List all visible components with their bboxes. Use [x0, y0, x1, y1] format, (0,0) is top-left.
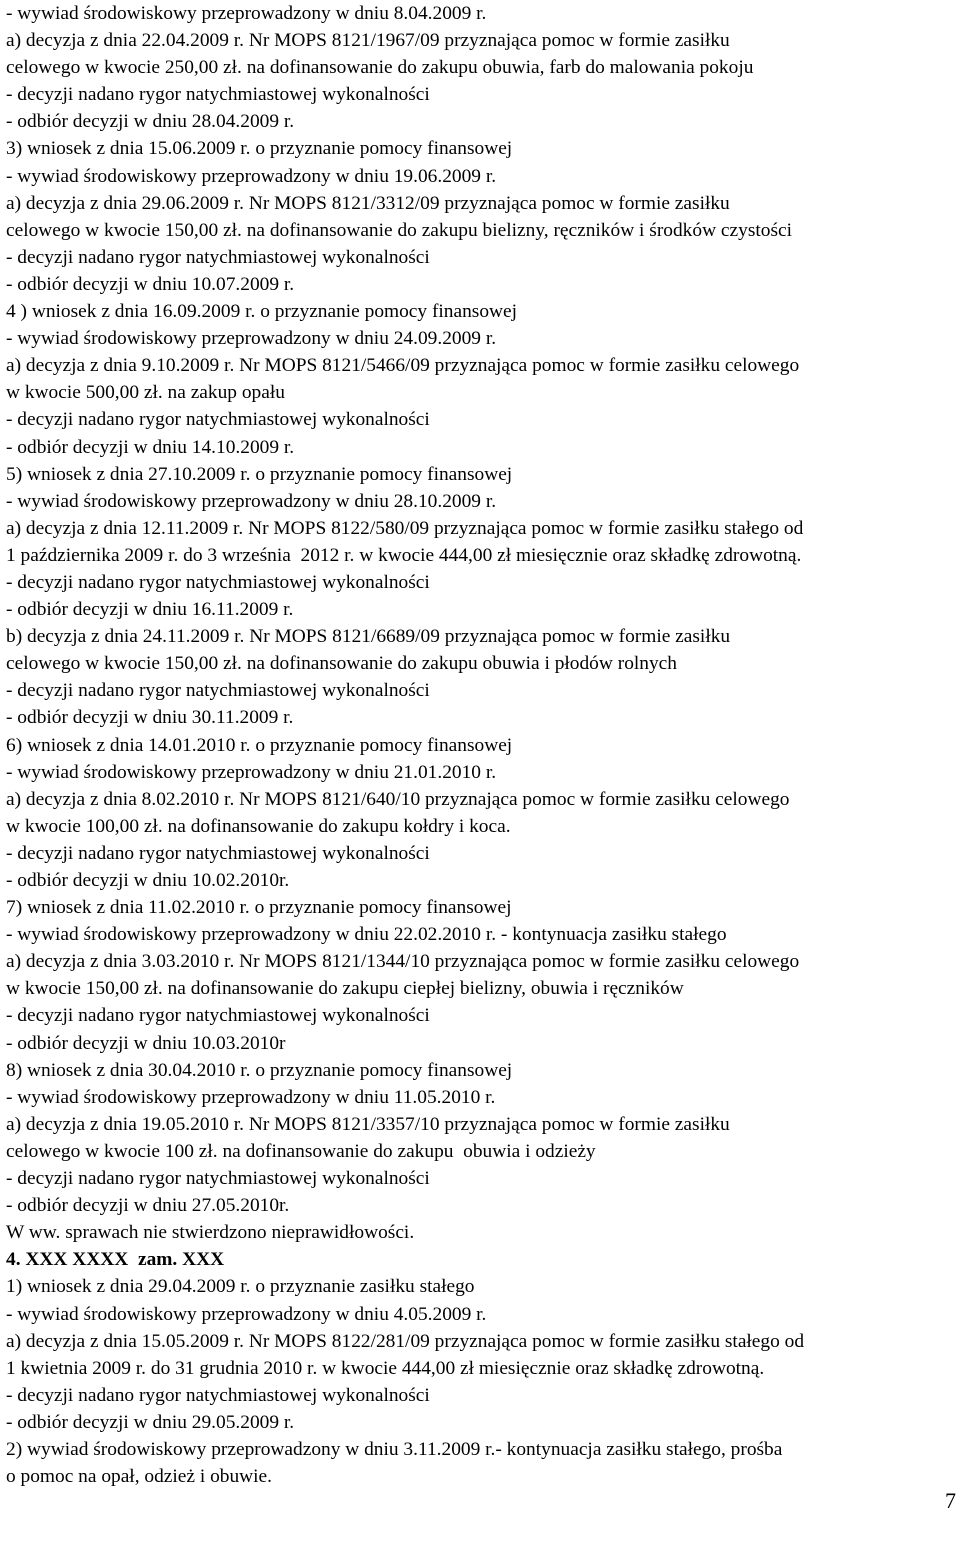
text-line: w kwocie 500,00 zł. na zakup opału — [6, 382, 285, 404]
document-page — [6, 0, 960, 1490]
text-line: - wywiad środowiskowy przeprowadzony w dniu 21.01.2010 r. — [6, 761, 497, 783]
text-line: celowego w kwocie 150,00 zł. na dofinansowanie do zakupu obuwia i płodów rolnych — [6, 653, 677, 675]
text-line: - decyzji nadano rygor natychmiastowej wykonalności — [6, 409, 430, 431]
text-line: - decyzji nadano rygor natychmiastowej wykonalności — [6, 1168, 430, 1190]
text-line: 1) wniosek z dnia 29.04.2009 r. o przyznanie zasiłku stałego — [6, 1276, 475, 1298]
text-line: - odbiór decyzji w dniu 27.05.2010r. — [6, 1195, 290, 1217]
text-line: - odbiór decyzji w dniu 16.11.2009 r. — [6, 599, 294, 621]
text-line: 4 ) wniosek z dnia 16.09.2009 r. o przyznanie pomocy finansowej — [6, 301, 518, 323]
text-line: 7) wniosek z dnia 11.02.2010 r. o przyznanie pomocy finansowej — [6, 897, 512, 919]
text-line: - wywiad środowiskowy przeprowadzony w dniu 24.09.2009 r. — [6, 328, 497, 350]
text-line: - wywiad środowiskowy przeprowadzony w dniu 8.04.2009 r. — [6, 3, 487, 24]
text-line: a) decyzja z dnia 22.04.2009 r. Nr MOPS 8121/1967/09 przyznająca pomoc w formie zasiłku — [6, 30, 730, 52]
text-line: - odbiór decyzji w dniu 29.05.2009 r. — [6, 1411, 295, 1433]
text-line: - wywiad środowiskowy przeprowadzony w dniu 19.06.2009 r. — [6, 165, 497, 187]
text-line: w kwocie 150,00 zł. na dofinansowanie do zakupu ciepłej bielizny, obuwia i ręczników — [6, 978, 684, 1000]
text-line: - odbiór decyzji w dniu 30.11.2009 r. — [6, 707, 294, 729]
text-line: o pomoc na opał, odzież i obuwie. — [6, 1466, 273, 1488]
text-line: W ww. sprawach nie stwierdzono nieprawidłowości. — [6, 1222, 415, 1244]
text-line: - wywiad środowiskowy przeprowadzony w dniu 28.10.2009 r. — [6, 490, 497, 512]
text-line: 3) wniosek z dnia 15.06.2009 r. o przyznanie pomocy finansowej — [6, 138, 513, 160]
text-line: celowego w kwocie 100 zł. na dofinansowanie do zakupu obuwia i odzieży — [6, 1140, 596, 1162]
text-line: a) decyzja z dnia 12.11.2009 r. Nr MOPS 8122/580/09 przyznająca pomoc w formie zasiłku stałego od — [6, 517, 804, 539]
text-line: - odbiór decyzji w dniu 10.02.2010r. — [6, 870, 290, 891]
text-line: - wywiad środowiskowy przeprowadzony w dniu 22.02.2010 r. - kontynuacja zasiłku stałego — [6, 924, 727, 946]
text-line: - decyzji nadano rygor natychmiastowej wykonalności — [6, 680, 430, 702]
text-line: - decyzji nadano rygor natychmiastowej wykonalności — [6, 1005, 430, 1027]
text-line: - odbiór decyzji w dniu 10.03.2010r — [6, 1032, 286, 1054]
text-line: a) decyzja z dnia 19.05.2010 r. Nr MOPS 8121/3357/10 przyznająca pomoc w formie zasiłku — [6, 1113, 730, 1135]
text-line: a) decyzja z dnia 9.10.2009 r. Nr MOPS 8121/5466/09 przyznająca pomoc w formie zasiłku celowego — [6, 355, 800, 377]
text-line: - decyzji nadano rygor natychmiastowej wykonalności — [6, 1384, 430, 1406]
text-line: - decyzji nadano rygor natychmiastowej wykonalności — [6, 246, 430, 268]
text-line: - wywiad środowiskowy przeprowadzony w dniu 11.05.2010 r. — [6, 1086, 496, 1108]
text-line: 5) wniosek z dnia 27.10.2009 r. o przyznanie pomocy finansowej — [6, 463, 513, 485]
text-line: w kwocie 100,00 zł. na dofinansowanie do zakupu kołdry i koca. — [6, 815, 511, 837]
text-line: - decyzji nadano rygor natychmiastowej wykonalności — [6, 571, 430, 593]
text-line: a) decyzja z dnia 15.05.2009 r. Nr MOPS 8122/281/09 przyznająca pomoc w formie zasiłku stałego od — [6, 1330, 805, 1352]
text-line: 1 października 2009 r. do 3 września 2012 r. w kwocie 444,00 zł miesięcznie oraz składkę zdrowotną. — [6, 544, 802, 566]
text-line: a) decyzja z dnia 8.02.2010 r. Nr MOPS 8121/640/10 przyznająca pomoc w formie zasiłku celowego — [6, 788, 790, 810]
text-line: 2) wywiad środowiskowy przeprowadzony w dniu 3.11.2009 r.- kontynuacja zasiłku stałego, prośba — [6, 1438, 783, 1460]
text-line: - odbiór decyzji w dniu 28.04.2009 r. — [6, 111, 295, 133]
text-line: - odbiór decyzji w dniu 14.10.2009 r. — [6, 436, 295, 458]
text-line: a) decyzja z dnia 3.03.2010 r. Nr MOPS 8121/1344/10 przyznająca pomoc w formie zasiłku celowego — [6, 951, 800, 973]
text-line: 8) wniosek z dnia 30.04.2010 r. o przyznanie pomocy finansowej — [6, 1059, 513, 1081]
text-line: celowego w kwocie 250,00 zł. na dofinansowanie do zakupu obuwia, farb do malowania pokoju — [6, 57, 754, 79]
text-line: - odbiór decyzji w dniu 10.07.2009 r. — [6, 273, 295, 295]
text-line: b) decyzja z dnia 24.11.2009 r. Nr MOPS 8121/6689/09 przyznająca pomoc w formie zasiłku — [6, 626, 731, 648]
page-number: 7 — [945, 1488, 956, 1513]
text-line: - decyzji nadano rygor natychmiastowej wykonalności — [6, 84, 430, 106]
text-line: 1 kwietnia 2009 r. do 31 grudnia 2010 r. w kwocie 444,00 zł miesięcznie oraz składkę zdrowotną. — [6, 1357, 765, 1379]
text-line: - decyzji nadano rygor natychmiastowej wykonalności — [6, 842, 430, 864]
text-line: celowego w kwocie 150,00 zł. na dofinansowanie do zakupu bielizny, ręczników i środków czystości — [6, 219, 792, 241]
text-line: - wywiad środowiskowy przeprowadzony w dniu 4.05.2009 r. — [6, 1303, 487, 1325]
text-line: a) decyzja z dnia 29.06.2009 r. Nr MOPS 8121/3312/09 przyznająca pomoc w formie zasiłku — [6, 192, 730, 214]
section-heading: 4. XXX XXXX zam. XXX — [6, 1249, 225, 1271]
text-line: 6) wniosek z dnia 14.01.2010 r. o przyznanie pomocy finansowej — [6, 734, 513, 756]
